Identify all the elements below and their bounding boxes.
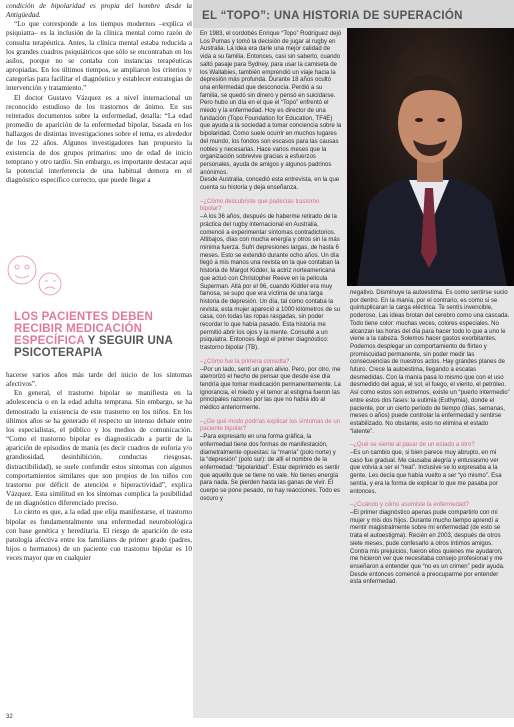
pull-quote-continuation: Y SEGUIR UNA PSICOTERAPIA xyxy=(14,335,173,359)
portrait-photo xyxy=(347,28,514,286)
interview-answer-continued: negativo. Disminuye la autoestima. Es como sentirse sucio por dentro. En la manía, por el contrario, es como si se quintuplicaran la carga eléctrica. Te sentís invencible, poderoso. Las ideas brotan del cerebro como una cascada. Todo tiene color: muchas veces, colores especiales. No alcanzan las horas del día para hacer todo lo que a uno le viene a la cabeza. Solemos hacer gastos exorbitantes. Podemos desplegar un comportamiento de flirteo y promiscuidad permanente, sin poder medir las consecuencias de nuestros actos. Hay grandes planes de futuro. Crece la autoestima, llegando a escalas desmedidas. Con la manía pasa lo mismo que con el uso desmedido del agua, el sol, el fuego, el viento, el petróleo. Así como estos son extremos, existe un “puerto intermedio” entre estos dos fases: la eutimia (Euthymia), donde el paciente, por un cierto período de tiempo (días, semanas, meses o años) puede controlar la enfermedad y sentirse estabilizado. No obstante, esto no elimina el estado “latente”. xyxy=(350,290,510,435)
left-column-bottom xyxy=(6,371,192,563)
interview-question: –¿Cómo descubriste que padecías trastorno bipolar? xyxy=(200,198,320,213)
sidebar-column-2 xyxy=(350,290,510,587)
paragraph: En general, el trastorno bipolar se manifiesta en la adolescencia o en la edad adulta temprana. Sin embargo, se ha demostrado la existencia de este trastorno en los niños. En los últimos años se ha generado el respecto un intenso debate entre los especialistas, el público y los medios de comunicación. “Como el trastorno bipolar es diagnosticado a partir de la aparición de episodios de manía (es decir cuadros de euforia y/o grandiosidad, desinhibición, conductas riesgosas, distractibilidad), se suele confundir estos síntomas con algunos comportamientos similares que son propios de los niños con trastorno por déficit de atención e hiperactividad”, explica Vázquez. Esta similitud en los síntomas complica la posibilidad de un diagnóstico diferenciado preciso. xyxy=(6,389,192,508)
paragraph: hacerse varios años más tarde del inicio de los síntomas afectivos”. xyxy=(6,371,192,389)
interview-answer: –Por un lado, sentí un gran alivio. Pero, por otro, me aterrorizó el hecho de pensar que desde ese día tendría que tomar medicación permanentemente. La ignorancia, el miedo y el temor al estigma fueron las principales razones por las que no había ido al médico anteriormente. xyxy=(200,366,341,412)
interview-answer: –Es un cambio que, si bien parece muy abrupto, en mi caso fue gradual. Me causaba alegría y entusiasmo ver que volvía a ser el “real”. Inclusive se lo expresaba a la gente. Les decía que había vuelto a ser “yo mismo”. Esa sentía, y era la forma de explicar lo que me pasaba por entonces. xyxy=(350,450,502,495)
sidebar-title: EL “TOPO”: UNA HISTORIA DE SUPERACIÓN xyxy=(202,10,463,22)
man-portrait-illustration xyxy=(347,28,514,286)
sidebar-intro: En 1983, el cordobés Enrique “Topo” Rodríguez dejó Los Pumas y tomó la decisión de jugar al rugby en Australia. La idea era darle una mejor calidad de vida a su familia. Entonces, casi sin saberlo, cuando saltó pasaje para Sydney, para usar la camiseta de los Wallabies, también emprendió un viaje hacia la depresión más profunda. Durante 18 años ocultó una enfermedad que desconocía. Perdió a su familia, se quedó sin dinero y pensó en suicidarse. Pero hubo un día en el que el “Topo” enfrentó el miedo y la enfermedad. Hoy es director de una fundación (Topo Foundation for Education, TF4E) que ayuda a la sociedad a tomar conciencia sobre la bipolaridad. Como suele ocurrir en muchos lugares del mundo, los fondos son escasos para las causas nobles y necesarias. Hace varios meses que la organización sobrevive gracias a esfuerzos personales, ayuda de amigos y algunos padrinos anónimos. xyxy=(200,31,342,176)
sidebar-column-1 xyxy=(200,31,342,503)
interview-question: –¿Qué se siente al pasar de un estado a otro? xyxy=(350,442,475,449)
interview-answer: –Para expresarlo en una forma gráfica, la enfermedad tiene dos formas de manifestación, diametralmente opuestas: la “manía” (polo norte) y la “depresión” (polo sur): de allí el nombre de la enfermedad: “bipolaridad”. Estar deprimido es sentir que aquello que se tiene no vale. No tienes energía para nada. Se pierden hasta las ganas de vivir. El cuerpo se pone pesado, no hay reacciones. Todo es oscuro y xyxy=(200,434,341,502)
paragraph: Lo cierto es que, a la edad que elija manifestarse, el trastorno bipolar es fundamentalmente una enfermedad neurobiológica con base genética y hereditaria. El riesgo de aparición de esta patología afectiva entre los familiares de primer grado (padres, hijos o hermanos) de un paciente con trastorno bipolar es 10 veces mayor que en cualquier xyxy=(6,508,192,563)
interview-answer: –El primer diagnóstico apenas pude compartirlo con mi mujer y mis dos hijos. Durante mucho tiempo aprendí a mentir magistralmente sobre mi enfermedad (de esto se trata el autoestigma). Recién en 2003, después de otros siete meses, pude confesarlo a otros íntimos amigos. Contra mis prejuicios, fueron ellos quienes me ayudaron, me hicieron ver que necesitaba consejo profesional y me enseñaron a entender que “no es un crimen” pedir ayuda. Desde entonces comencé a preocuparme por entender esta enfermedad. xyxy=(350,509,505,586)
interview-question: –¿Cuándo y cómo asumiste la enfermedad? xyxy=(350,502,469,509)
interview-question: –¿Cómo fue la primera consulta? xyxy=(200,358,290,365)
interview-answer: –A los 36 años, después de haberme retirado de la práctica del rugby internacional en Australia, comencé a experimentar síntomas contradictorios. Altibajos, días con mucha energía y otros sin la más mínima fuerza. Sufrí depresiones largas, de hasta 6 meses. Esto se extendió durante ocho años. Un día llegó a mis manos una revista en la que contaban la historia de Margot Kidder, la actriz norteamericana que actuó con Christopher Reeve en la película Superman. Allá por el 96, cuando Kidder era muy famosa, se supo que era víctima de una larga historia de depresión. Un día, tal como contaba la revista, esta mujer apareció a 1000 kilómetros de su casa, con todas las ropas rasgadas, sin poder recordar lo que había pasado. Esta historia me permitió abrir los ojos y la mente. Consulté a un psiquiatra. Entonces llegó el primer diagnóstico: trastorno bipolar (TB). xyxy=(200,214,341,352)
left-column-top xyxy=(6,2,192,185)
sidebar-intro-2: Desde Australia, concedió esta entrevista, en la que cuenta su historia y deja enseñanza. xyxy=(200,177,340,192)
interview-question: –¿De qué modo podrías explicar los síntomas de un paciente bipolar? xyxy=(200,418,341,433)
paragraph: El doctor Gustavo Vázquez es a nivel internacional un reconocido estudioso de los trastornos de ánimo. En sus reiterados documentos sobre la enfermedad, detalla: “La edad promedio de aparición de la enfermedad bipolar, basada en los hallazgos de distintas investigaciones sobre el tema, es alrededor de los 22 años. Algunos investigadores han propuesto la existencia de dos grupos primarios: uno de edad de inicio temprano y otro tardío. Sin embargo, es importante destacar aquí la potencial interferencia de una habitual demora en el diagnóstico específico correcto, que puede llegar a xyxy=(6,93,192,184)
page-number: 32 xyxy=(6,714,13,720)
paragraph: condición de bipolaridad es propia del hombre desde la Antigüedad. xyxy=(6,2,192,20)
paragraph: “Lo que corresponde a los tiempos modernos –explica el psiquiatra– es la inclusión de la clínica mental como razón de consulta terapéutica. Antes, la clínica mental estaba reducida a los grandes cuadros psiquiátricos que sólo se encontraban en los asilos, porque no se contaba con instancias terapéuticas apropiadas. En los últimos tiempos, se ampliaron los criterios y categorías para facilitar el diagnóstico y establecer estrategias de intervención y tratamiento.” xyxy=(6,20,192,93)
pull-quote-highlight: LOS PACIENTES DEBEN RECIBIR MEDICACIÓN ESPECÍFICA xyxy=(14,311,154,347)
doodle-faces-illustration xyxy=(4,250,74,318)
pull-quote xyxy=(14,311,190,359)
